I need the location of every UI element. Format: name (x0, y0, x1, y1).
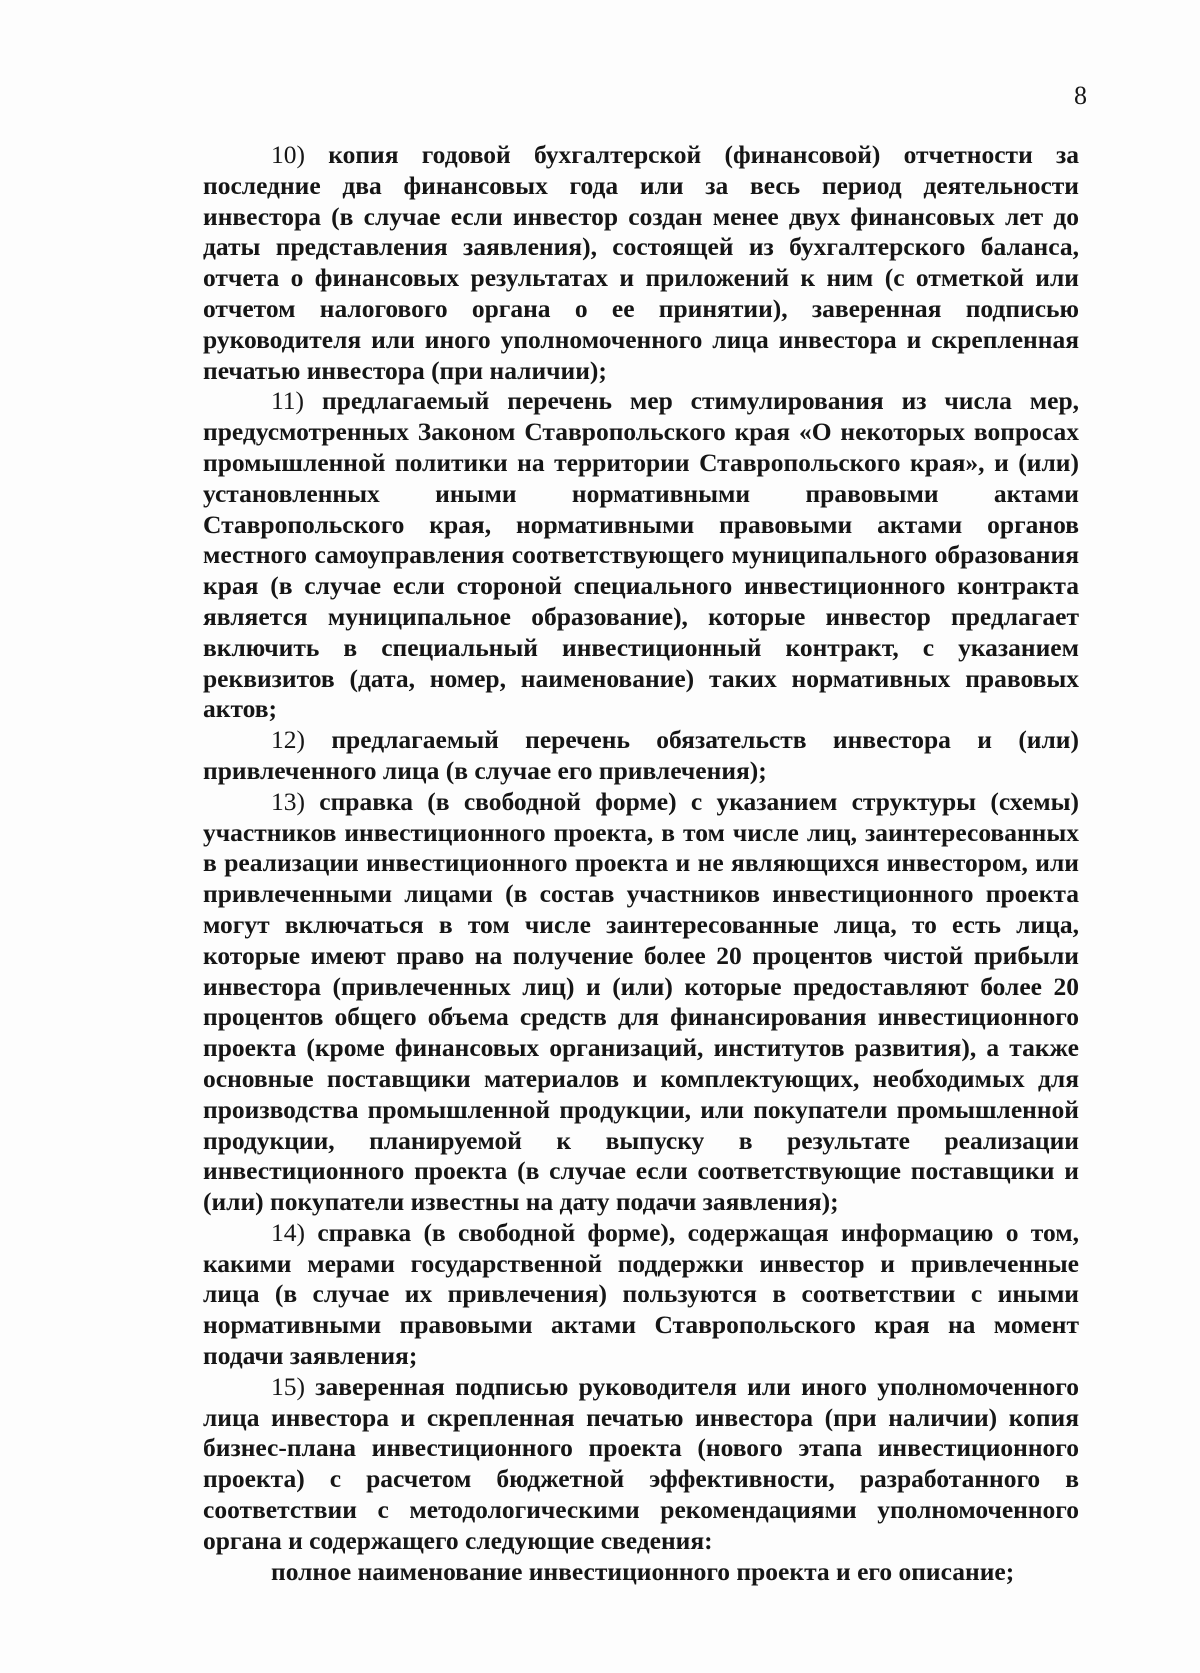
list-item-10 (203, 140, 1079, 386)
item-number: 15) (271, 1371, 305, 1401)
item-text: предлагаемый перечень мер стимулирования из числа мер, предусмотренных Законом Ставропольского края «О некоторых вопросах промышленной политики на территории Ставропольского края», и (или) установленных иными нормативными правовыми актами Ставропольского края, нормативными правовыми актами органов местного самоуправления соответствующего муниципального образования края (в случае если стороной специального инвестиционного контракта является муниципальное образование), которые инвестор предлагает включить в специальный инвестиционный контракт, с указанием реквизитов (дата, номер, наименование) таких нормативных правовых актов; (203, 386, 1079, 724)
page-number: 8 (1074, 81, 1087, 110)
item-number: 13) (271, 786, 305, 816)
item-number: 10) (271, 140, 305, 169)
item-text: полное наименование инвестиционного проекта и его описание; (271, 1556, 1015, 1586)
sub-item-line (203, 1557, 1079, 1588)
list-item-11 (203, 386, 1079, 725)
list-item-15 (203, 1372, 1079, 1557)
list-item-14 (203, 1218, 1079, 1372)
item-text: предлагаемый перечень обязательств инвестора и (или) привлеченного лица (в случае его привлечения); (203, 725, 1079, 785)
item-number: 11) (271, 386, 305, 416)
item-number: 12) (271, 725, 305, 755)
item-text: заверенная подписью руководителя или иного уполномоченного лица инвестора и скрепленная печатью инвестора (при наличии) копия бизнес-плана инвестиционного проекта (нового этапа инвестиционного проекта) с расчетом бюджетной эффективности, разработанного в соответствии с методологическими рекомендациями уполномоченного органа и содержащего следующие сведения: (203, 1371, 1079, 1555)
item-text: копия годовой бухгалтерской (финансовой) отчетности за последние два финансовых года или за весь период деятельности инвестора (в случае если инвестор создан менее двух финансовых лет до даты представления заявления), состоящей из бухгалтерского баланса, отчета о финансовых результатах и приложений к ним (с отметкой или отчетом налогового органа о ее принятии), заверенная подписью руководителя или иного уполномоченного лица инвестора и скрепленная печатью инвестора (при наличии); (203, 140, 1079, 385)
item-text: справка (в свободной форме), содержащая информацию о том, какими мерами государственной поддержки инвестор и привлеченные лица (в случае их привлечения) пользуются в соответствии с иными нормативными правовыми актами Ставропольского края на момент подачи заявления; (203, 1217, 1079, 1371)
list-item-13 (203, 787, 1079, 1218)
list-item-12 (203, 725, 1079, 787)
item-text: справка (в свободной форме) с указанием структуры (схемы) участников инвестиционного проекта, в том числе лиц, заинтересованных в реализации инвестиционного проекта и не являющихся инвестором, или привлеченными лицами (в состав участников инвестиционного проекта могут включаться в том числе заинтересованные лица, то есть лица, которые имеют право на получение более 20 процентов чистой прибыли инвестора (привлеченных лиц) и (или) которые предоставляют более 20 процентов общего объема средств для финансирования инвестиционного проекта (кроме финансовых организаций, институтов развития), а также основные поставщики материалов и комплектующих, необходимых для производства промышленной продукции, или покупатели промышленной продукции, планируемой к выпуску в результате реализации инвестиционного проекта (в случае если соответствующие поставщики и (или) покупатели известны на дату подачи заявления); (203, 786, 1079, 1217)
item-number: 14) (271, 1217, 305, 1247)
document-body (203, 140, 1079, 1587)
